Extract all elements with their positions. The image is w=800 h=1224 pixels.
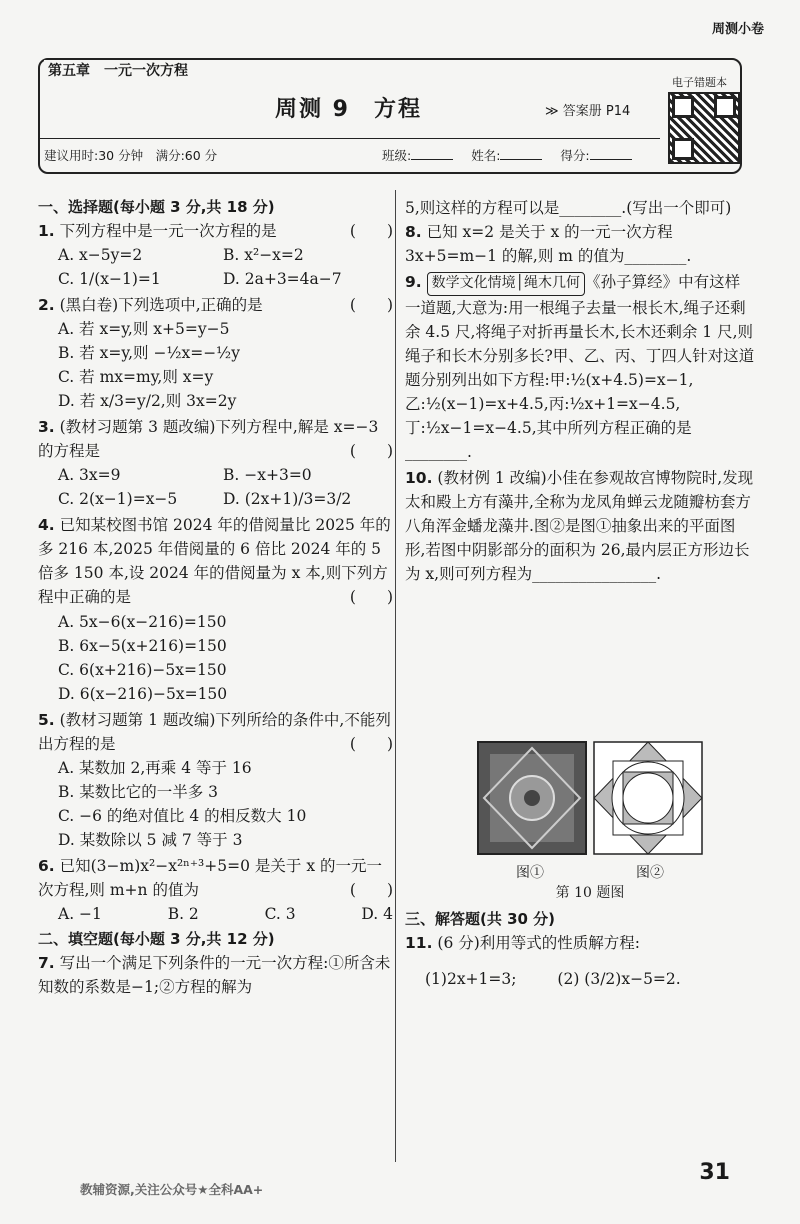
option-d: D. 2a+3=4a−7 xyxy=(223,270,342,289)
question-8: 8. 已知 x=2 是关于 x 的一元一次方程 3x+5=m−1 的解,则 m 的值为________. xyxy=(405,223,692,266)
option-c: C. 6(x+216)−5x=150 xyxy=(58,660,227,679)
option-d: D. 若 x/3=y/2,则 3x=2y xyxy=(58,392,237,411)
figure-title: 第 10 题图 xyxy=(555,885,625,901)
score-blank[interactable] xyxy=(590,159,632,160)
option-d: D. (2x+1)/3=3/2 xyxy=(223,490,352,509)
name-label: 姓名: xyxy=(471,148,501,163)
page-number: 31 xyxy=(699,1160,730,1185)
column-divider xyxy=(395,190,396,1162)
option-b: B. 2 xyxy=(167,904,199,923)
page-tag: 周测小卷 xyxy=(711,22,764,37)
question-1: 1. 下列方程中是一元一次方程的是 ( ) A. x−5y=2 B. x²−x=2 C. 1/(x−1)=1 D. 2a+3=4a−7 xyxy=(38,219,393,291)
option-d: D. 某数除以 5 减 7 等于 3 xyxy=(58,830,243,849)
figure-1-caption: 图① xyxy=(516,865,544,881)
option-a: A. 若 x=y,则 x+5=y−5 xyxy=(58,320,230,339)
time-info: 建议用时:30 分钟 满分:60 分 xyxy=(44,148,218,163)
figure-1-photo xyxy=(478,742,586,854)
option-a: A. 3x=9 xyxy=(58,466,121,485)
option-d: D. 6(x−216)−5x=150 xyxy=(58,684,228,703)
q11-part-1: (1)2x+1=3; xyxy=(425,970,517,989)
test-title: 周测 9 方程 xyxy=(275,97,422,122)
option-c: C. 2(x−1)=x−5 xyxy=(58,490,178,509)
question-4: 4. 已知某校图书馆 2024 年的借阅量比 2025 年的多 216 本,2025 年借阅量的 6 倍比 2024 年的 5 倍多 150 本,设 2024 年的借阅量为 x 本,则下列方程中正确的是 ( ) A. 5x−6(x−216)=150 B. 6x−5(x+216)=150 C. 6(x+216)−5x=150 D. 6(x−216)−5x=150 xyxy=(38,513,393,705)
right-column-lower xyxy=(405,908,755,993)
score-label: 得分: xyxy=(560,148,590,163)
class-blank[interactable] xyxy=(411,159,453,160)
right-column xyxy=(405,196,755,588)
option-c: C. 1/(x−1)=1 xyxy=(58,270,161,289)
figure-2-caption: 图② xyxy=(636,865,664,881)
section-choice: 一、选择题(每小题 3 分,共 18 分) xyxy=(38,198,275,216)
culture-tag: 数学文化情境│绳木几何 xyxy=(427,272,585,296)
left-column xyxy=(38,196,393,1001)
option-b: B. −x+3=0 xyxy=(223,466,312,485)
option-a: A. −1 xyxy=(58,904,102,923)
footer-text: 教辅资源,关注公众号★全科AA+ xyxy=(80,1182,264,1197)
answer-ref: ≫ 答案册 P14 xyxy=(545,104,631,119)
question-7-continued: 5,则这样的方程可以是________.(写出一个即可) xyxy=(405,199,732,217)
option-c: C. 3 xyxy=(264,904,296,923)
qr-code-icon[interactable] xyxy=(668,92,740,164)
question-2: 2. (黑白卷)下列选项中,正确的是 ( ) A. 若 x=y,则 x+5=y−5 B. 若 x=y,则 −½x=−½y C. 若 mx=my,则 x=y D. 若 x/3=y/2,则 3x=2y xyxy=(38,293,393,413)
error-book-label: 电子错题本 xyxy=(672,76,727,89)
option-b: B. 6x−5(x+216)=150 xyxy=(58,636,227,655)
chapter-title: 第五章 一元一次方程 xyxy=(44,60,192,80)
q11-part-2: (2) (3/2)x−5=2. xyxy=(557,970,681,989)
option-a: A. 5x−6(x−216)=150 xyxy=(58,612,227,631)
question-9: 9. 数学文化情境│绳木几何 《孙子算经》中有这样一道题,大意为:用一根绳子去量一根长木,绳子还剩余 4.5 尺,将绳子对折再量长木,长木还剩余 1 尺,则绳子和长木分别多长?甲、乙、丙、丁四人针对这道题分别列出如下方程:甲:½(x+4.5)=x−1,乙:½(x−1)=x+4.5,丙:½x+1=x−4.5,丁:½x−1=x−4.5,其中所列方程正确的是________. xyxy=(405,273,755,461)
option-d: D. 4 xyxy=(361,904,393,923)
question-3: 3. (教材习题第 3 题改编)下列方程中,解是 x=−3 的方程是 ( ) A. 3x=9 B. −x+3=0 C. 2(x−1)=x−5 D. (2x+1)/3=3/2 xyxy=(38,415,393,511)
option-b: B. 某数比它的一半多 3 xyxy=(58,782,219,801)
option-a: A. 某数加 2,再乘 4 等于 16 xyxy=(58,758,252,777)
class-label: 班级: xyxy=(382,148,412,163)
option-c: C. −6 的绝对值比 4 的相反数大 10 xyxy=(58,806,307,825)
option-c: C. 若 mx=my,则 x=y xyxy=(58,368,214,387)
option-b: B. 若 x=y,则 −½x=−½y xyxy=(58,344,240,363)
option-a: A. x−5y=2 xyxy=(58,246,143,265)
figure-2-diagram xyxy=(594,742,702,854)
question-7: 7. 写出一个满足下列条件的一元一次方程:①所含未知数的系数是−1;②方程的解为 xyxy=(38,953,391,996)
section-fill: 二、填空题(每小题 3 分,共 12 分) xyxy=(38,929,275,948)
question-10: 10. (教材例 1 改编)小佳在参观故宫博物院时,发现太和殿上方有藻井,全称为龙凤角蝉云龙随瓣枋套方八角浑金蟠龙藻井.图②是图①抽象出来的平面图形,若图中阴影部分的面积为 26,最内层正方形边长为 x,则可列方程为________________. xyxy=(405,468,754,583)
student-fields xyxy=(382,146,646,164)
question-11: 11. (6 分)利用等式的性质解方程: (1)2x+1=3; (2) (3/2)x−5=2. xyxy=(405,934,681,989)
question-6: 6. 已知(3−m)x²−x²ⁿ⁺³+5=0 是关于 x 的一元一次方程,则 m+n 的值为 ( ) A. −1 B. 2 C. 3 D. 4 xyxy=(38,854,393,926)
header-divider xyxy=(40,138,660,139)
figure-10 xyxy=(470,740,710,860)
figure-captions xyxy=(470,862,710,882)
name-blank[interactable] xyxy=(500,159,542,160)
option-b: B. x²−x=2 xyxy=(223,246,304,265)
section-solve: 三、解答题(共 30 分) xyxy=(405,910,556,928)
question-5: 5. (教材习题第 1 题改编)下列所给的条件中,不能列出方程的是 ( ) A. 某数加 2,再乘 4 等于 16 B. 某数比它的一半多 3 C. −6 的绝对值比 4 的相反数大 10 D. 某数除以 5 减 7 等于 3 xyxy=(38,708,393,852)
